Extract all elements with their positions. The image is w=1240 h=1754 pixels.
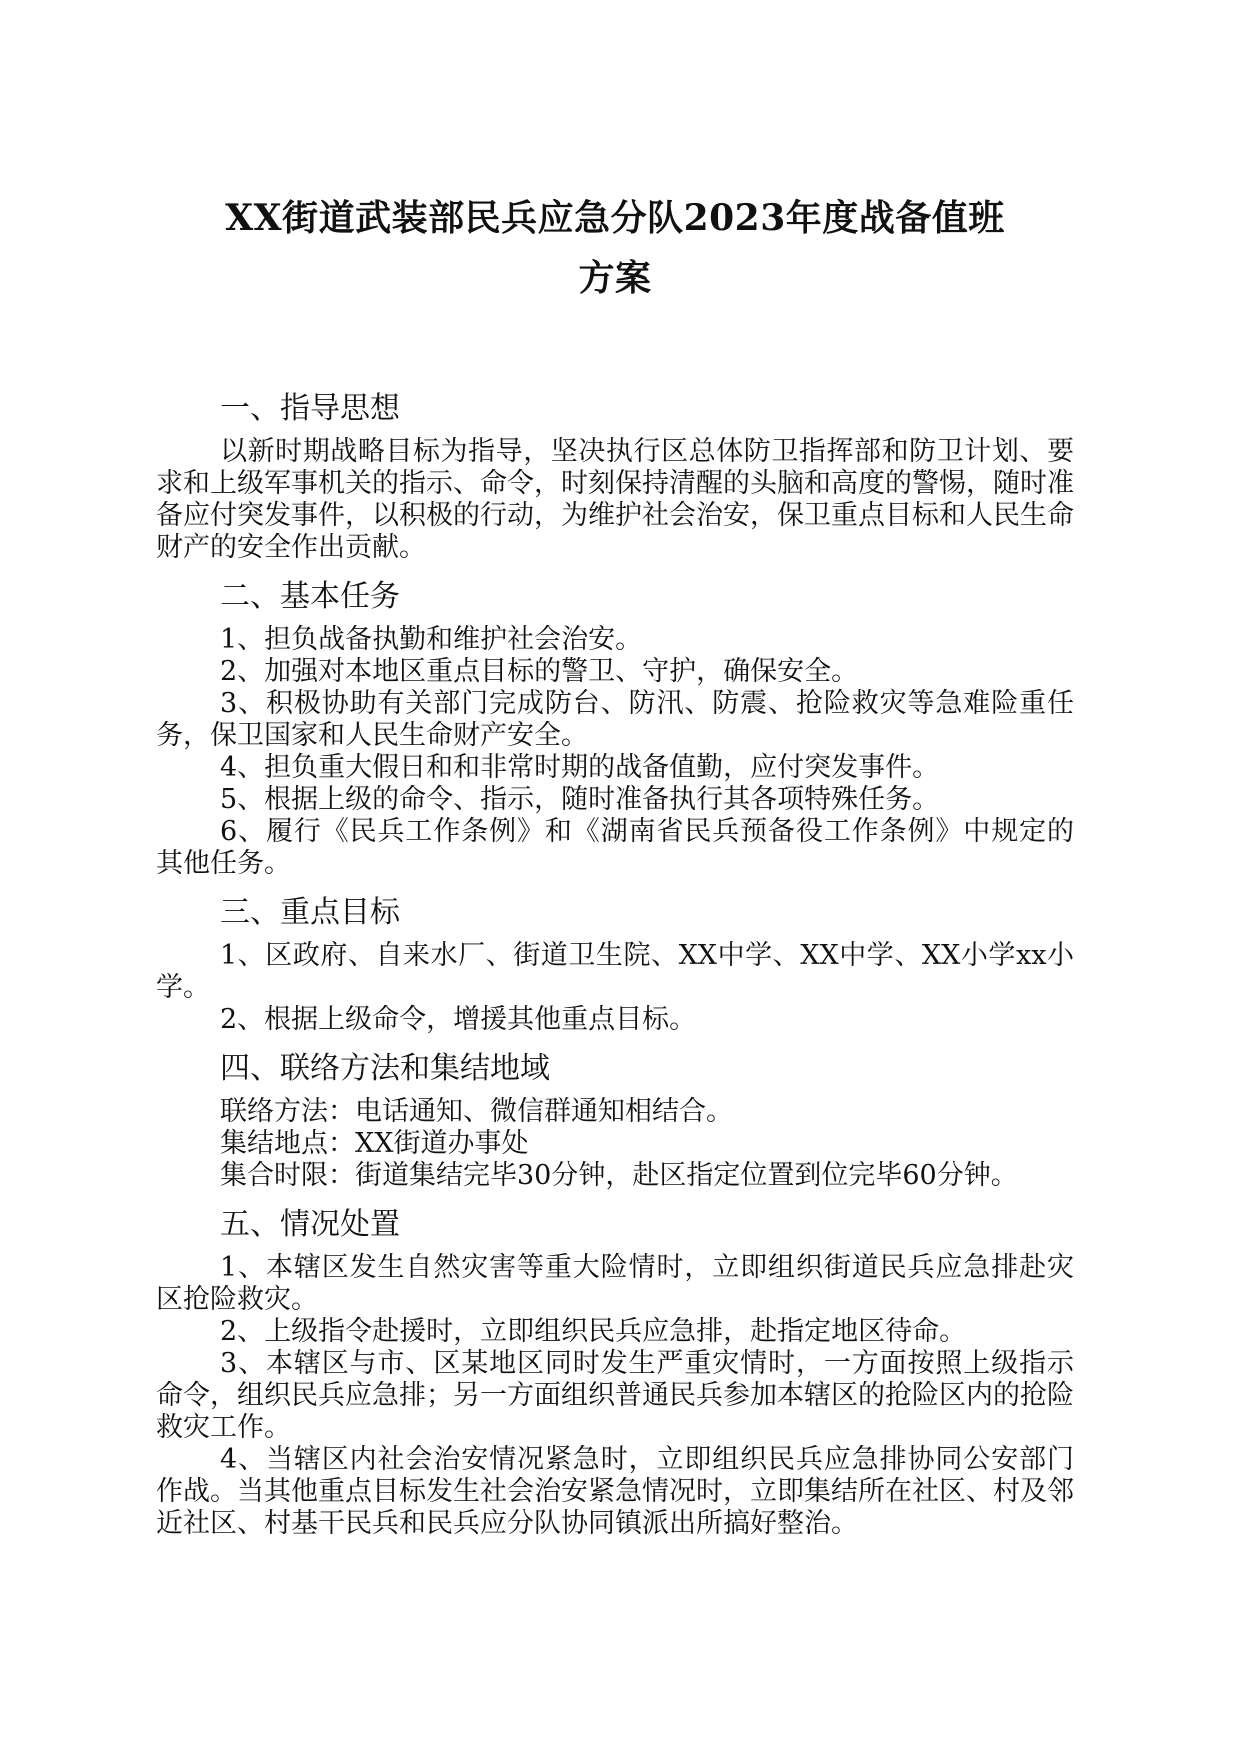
paragraph: 4、当辖区内社会治安情况紧急时，立即组织民兵应急排协同公安部门作战。当其他重点目标发生社会治安紧急情况时，立即集结所在社区、村及邻近社区、村基干民兵和民兵应分队协同镇派出所搞好整治。	[156, 1444, 1074, 1539]
section-heading: 五、情况处置	[220, 1207, 400, 1242]
paragraph: 1、担负战备执勤和维护社会治安。	[220, 624, 643, 655]
section-heading: 三、重点目标	[220, 895, 400, 930]
paragraph: 联络方法：电话通知、微信群通知相结合。	[220, 1096, 733, 1127]
paragraph: 1、本辖区发生自然灾害等重大险情时，立即组织街道民兵应急排赴灾区抢险救灾。	[156, 1252, 1074, 1315]
paragraph: 2、加强对本地区重点目标的警卫、守护，确保安全。	[220, 656, 859, 687]
section-heading: 一、指导思想	[220, 391, 400, 426]
paragraph: 2、根据上级命令，增援其他重点目标。	[220, 1004, 697, 1035]
paragraph: 6、履行《民兵工作条例》和《湖南省民兵预备役工作条例》中规定的其他任务。	[156, 816, 1074, 879]
section-key-targets	[156, 890, 1074, 1036]
title-spacer	[156, 308, 1074, 386]
paragraph: 4、担负重大假日和和非常时期的战备值勤，应付突发事件。	[220, 752, 940, 783]
paragraph: 1、区政府、自来水厂、街道卫生院、XX中学、XX中学、XX小学xx小学。	[156, 940, 1074, 1003]
section-contact-assembly	[156, 1046, 1074, 1192]
section-guiding-ideology	[156, 386, 1074, 564]
paragraph: 集合时限：街道集结完毕30分钟，赴区指定位置到位完毕60分钟。	[220, 1160, 1018, 1191]
paragraph: 3、积极协助有关部门完成防台、防汛、防震、抢险救灾等急难险重任务，保卫国家和人民生命财产安全。	[156, 688, 1074, 751]
section-basic-tasks	[156, 574, 1074, 880]
section-heading: 二、基本任务	[220, 579, 400, 614]
title-line-1: XX街道武装部民兵应急分队2023年度战备值班	[225, 197, 1005, 239]
document-title	[156, 188, 1074, 308]
title-line-2: 方案	[578, 257, 652, 299]
section-heading: 四、联络方法和集结地域	[220, 1051, 550, 1086]
section-situation-handling	[156, 1202, 1074, 1540]
paragraph: 集结地点：XX街道办事处	[220, 1128, 529, 1159]
paragraph: 以新时期战略目标为指导，坚决执行区总体防卫指挥部和防卫计划、要求和上级军事机关的指示、命令，时刻保持清醒的头脑和高度的警惕，随时准备应付突发事件，以积极的行动，为维护社会治安，保卫重点目标和人民生命财产的安全作出贡献。	[156, 436, 1074, 563]
paragraph: 5、根据上级的命令、指示，随时准备执行其各项特殊任务。	[220, 784, 940, 815]
paragraph: 3、本辖区与市、区某地区同时发生严重灾情时，一方面按照上级指示命令，组织民兵应急排；另一方面组织普通民兵参加本辖区的抢险区内的抢险救灾工作。	[156, 1348, 1074, 1443]
paragraph: 2、上级指令赴援时，立即组织民兵应急排，赴指定地区待命。	[220, 1316, 967, 1347]
